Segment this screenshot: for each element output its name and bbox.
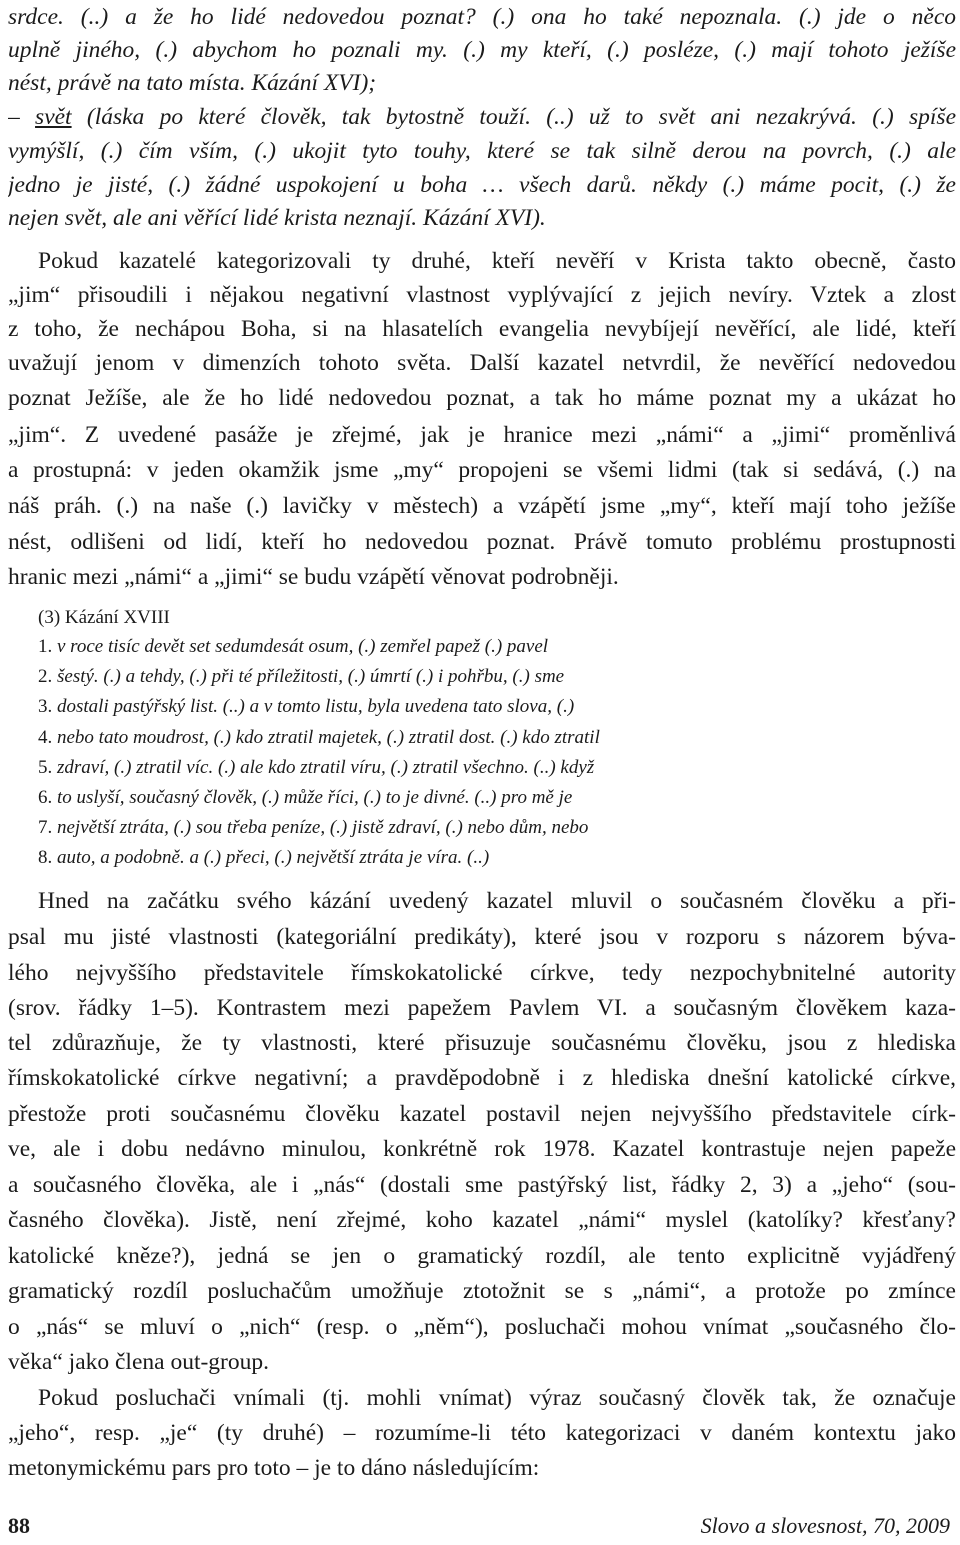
body-line: ve, ale i dobu nedávno minulou, konkrétně rok 1978. Kazatel kontrastuje nejen papeže [8, 1136, 956, 1162]
body-line: o „nás“ se mluví o „nich“ (resp. o „něm“), posluchači mohou vnímat „současného člo- [8, 1314, 956, 1340]
line-text: v roce tisíc devět set sedumdesát osum, (.) zemřel papež (.) pavel [57, 636, 549, 657]
body-line: Pokud kazatelé kategorizovali ty druhé, kteří nevěří v Krista takto obecně, často [38, 248, 956, 274]
line-text: zdraví, (.) ztratil víc. (.) ale kdo ztratil víru, (.) ztratil všechno. (..) když [57, 757, 595, 778]
example-heading: (3) Kázání XVIII [38, 607, 170, 628]
body-line: lého nejvyššího představitele římskokatolické církve, tedy nezpochybnitelné autority [8, 960, 956, 986]
example-line [38, 783, 938, 813]
body-line: „jeho“, resp. „je“ (ty druhé) – rozumíme-li této kategorizaci v daném kontextu jako [8, 1420, 956, 1446]
line-text: šestý. (.) a tehdy, (.) při té příležitosti, (.) úmrtí (.) i pohřbu, (.) sme [57, 666, 565, 687]
quote-line [8, 100, 956, 134]
body-line: gramatický rozdíl posluchačům umožňuje ztotožnit se s „námi“, a protože po zmínce [8, 1278, 956, 1304]
quote-text: (láska po které člověk, tak bytostně touží. (..) už to svět ani nezakrývá. (.) spíše [71, 104, 956, 130]
body-line: uvažují jenom v dimenzích tohoto světa. Další kazatel netvrdil, že nevěřící nedovedou [8, 350, 956, 376]
body-line: a prostupná: v jeden okamžik jsme „my“ propojeni se všemi lidmi (tak si sedává, (.) na [8, 457, 956, 483]
body-line: časného člověka). Jistě, není zřejmé, koho kazatel „námi“ myslel (katolíky? křesťany? [8, 1207, 956, 1233]
body-line: nést, odlišeni od lidí, kteří ho nedovedou poznat. Právě tomuto problému prostupnosti [8, 529, 956, 555]
quote-line: vymýšlí, (.) čím vším, (.) ukojit tyto touhy, které se tak silně derou na povrch, (.) ale [8, 138, 956, 164]
body-line: náš práh. (.) na naše (.) lavičky v městech) a vzápětí jsme „my“, kteří mají toho ježíše [8, 493, 956, 519]
body-line: hranic mezi „námi“ a „jimi“ se budu vzápětí věnovat podrobněji. [8, 564, 619, 590]
quote-line: uplně jiného, (.) abychom ho poznali my. (.) my kteří, (.) posléze, (.) mají tohoto ježíše [8, 37, 956, 63]
page-number: 88 [8, 1513, 30, 1538]
line-text: největší ztráta, (.) sou třeba peníze, (.) jistě zdraví, (.) nebo dům, nebo [57, 817, 589, 838]
body-line: věka“ jako člena out-group. [8, 1349, 270, 1375]
line-number: 2. [38, 666, 53, 687]
line-text: dostali pastýřský list. (..) a v tomto listu, byla uvedena tato slova, (.) [57, 696, 575, 717]
body-line: a současného člověka, ale i „nás“ (dostali sme pastýřský list, řádky 2, 3) a „jeho“ (sou- [8, 1172, 956, 1198]
line-number: 8. [38, 847, 53, 868]
body-line: z toho, že nechápou Boha, si na hlasatelích evangelia nevybíjejí nevěřící, ale lidé, kteří [8, 316, 956, 342]
quote-line: jedno je jisté, (.) žádné uspokojení u boha … všech darů. někdy (.) máme pocit, (.) že [8, 172, 956, 198]
body-line: římskokatolické církve negativní; a pravděpodobně i z hlediska dnešní katolické církve, [8, 1065, 956, 1091]
quote-line: nést, právě na tato místa. Kázání XVI); [8, 70, 377, 96]
line-number: 3. [38, 696, 53, 717]
quote-line: nejen svět, ale ani věřící lidé krista neznají. Kázání XVI). [8, 205, 546, 231]
body-line: katolické kněze?), jedná se jen o gramatický rozdíl, ale tento explicitně vyjádřený [8, 1243, 956, 1269]
body-line: psal mu jisté vlastnosti (kategoriální predikáty), které jsou v rozporu s názorem býva- [8, 924, 956, 950]
body-line: (srov. řádky 1–5). Kontrastem mezi papežem Pavlem VI. a současným člověkem kaza- [8, 995, 956, 1021]
line-number: 4. [38, 727, 53, 748]
example-line [38, 813, 938, 843]
body-line: Pokud posluchači vnímali (tj. mohli vnímat) výraz současný člověk tak, že označuje [38, 1385, 956, 1411]
line-number: 7. [38, 817, 53, 838]
body-line: tel zdůrazňuje, že ty vlastnosti, které přisuzuje současnému člověku, jsou z hlediska [8, 1030, 956, 1056]
underlined-word: svět [35, 104, 72, 130]
example-line [38, 632, 938, 662]
dash: – [8, 104, 36, 130]
journal-citation: Slovo a slovesnost, 70, 2009 [700, 1513, 950, 1538]
line-text: to uslyší, současný člověk, (.) může říci, (.) to je divné. (..) pro mě je [57, 787, 573, 808]
example-line [38, 662, 938, 692]
body-line: „jim“ přisoudili i nějakou negativní vlastnost vyplývající z jejich nevíry. Vztek a zlost [8, 282, 956, 308]
line-text: auto, a podobně. a (.) přeci, (.) největší ztráta je víra. (..) [57, 847, 490, 868]
body-line: „jim“. Z uvedené pasáže je zřejmé, jak je hranice mezi „námi“ a „jimi“ proměnlivá [8, 422, 956, 448]
example-line [38, 723, 938, 753]
example-line [38, 843, 938, 873]
quote-line: srdce. (..) a že ho lidé nedovedou poznat? (.) ona ho také nepoznala. (.) jde o něco [8, 4, 956, 30]
body-line: metonymickému pars pro toto – je to dáno následujícím: [8, 1455, 540, 1481]
line-text: nebo tato moudrost, (.) kdo ztratil majetek, (.) ztratil dost. (.) kdo ztratil [57, 727, 600, 748]
line-number: 1. [38, 636, 53, 657]
line-number: 5. [38, 757, 53, 778]
example-line [38, 753, 938, 783]
body-line: Hned na začátku svého kázání uvedený kazatel mluvil o současném člověku a při- [38, 888, 956, 914]
body-line: přestože proti současnému člověku kazatel postavil nejen nejvyššího představitele círk- [8, 1101, 956, 1127]
body-line: poznat Ježíše, ale že ho lidé nedovedou poznat, a tak ho máme poznat my a ukázat ho [8, 385, 956, 411]
example-line [38, 692, 938, 722]
line-number: 6. [38, 787, 53, 808]
